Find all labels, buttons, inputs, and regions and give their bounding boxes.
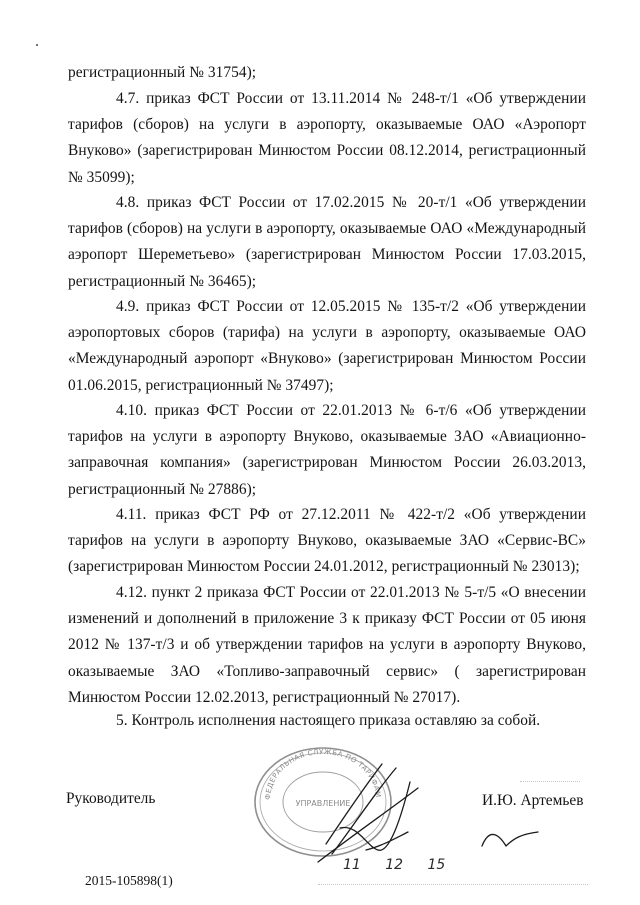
paragraph-4-12: 4.12. пункт 2 приказа ФСТ России от 22.01.2013 № 5-т/5 «О внесении изменений и дополнений в приложение 3 к приказу ФСТ России от 05 июня 2012 № 137-т/3 и об утверждении тарифов на услуги в аэропорту Внуково, оказываемые ЗАО «Топливо-заправочный сервис» ( зарегистрирован Минюстом России 12.02.2013, регистрационный № 27017). — [68, 584, 586, 706]
stamp-center-text: УПРАВЛЕНИЕ — [295, 799, 351, 808]
paragraph-5: 5. Контроль исполнения настоящего приказа оставляю за собой. — [116, 712, 541, 729]
paragraph-4-7: 4.7. приказ ФСТ России от 13.11.2014 № 248-т/1 «Об утверждении тарифов (сборов) на услуги в аэропорту, оказываемые ОАО «Аэропорт Внуково» (зарегистрирован Минюстом России 08.12.2014, регистрационный № 35099); — [68, 90, 586, 186]
scan-speck — [36, 44, 38, 46]
paragraph-continuation: регистрационный № 31754); — [68, 64, 257, 81]
signatory-position: Руководитель — [66, 790, 156, 807]
document-code: 2015-105898(1) — [85, 873, 173, 888]
paragraph-4-10: 4.10. приказ ФСТ России от 22.01.2013 № 6-т/6 «Об утверждении тарифов на услуги в аэропорту Внуково, оказываемые ЗАО «Авиационно-заправочная компания» (зарегистрирован Минюстом России 26.03.2013, регистрационный № 27886); — [68, 402, 586, 498]
signatory-name: И.Ю. Артемьев — [482, 792, 584, 809]
paragraph-4-11: 4.11. приказ ФСТ РФ от 27.12.2011 № 422-т/2 «Об утверждении тарифов на услуги в аэропорту Внуково, оказываемые ЗАО «Сервис-ВС» (зарегистрирован Минюстом России 24.01.2012, регистрационный № 23013); — [68, 506, 586, 576]
stamp-ring-text: ФЕДЕРАЛЬНАЯ СЛУЖБА ПО ТАРИФАМ — [263, 747, 383, 801]
paragraph-4-8: 4.8. приказ ФСТ России от 17.02.2015 № 20-т/1 «Об утверждении тарифов (сборов) на услуги в аэропорту, оказываемые ОАО «Международный аэропорт Шереметьево» (зарегистрирован Минюстом России 17.03.2015, регистрационный № 36465); — [68, 194, 586, 290]
paragraph-4-9: 4.9. приказ ФСТ России от 12.05.2015 № 135-т/2 «Об утверждении аэропортовых сборов (тарифа) на услуги в аэропорту, оказываемые ОАО «Международный аэропорт «Внуково» (зарегистрирован Минюстом России 01.06.2015, регистрационный № 37497); — [68, 298, 586, 394]
handwritten-date: 11 12 15 — [343, 857, 446, 873]
